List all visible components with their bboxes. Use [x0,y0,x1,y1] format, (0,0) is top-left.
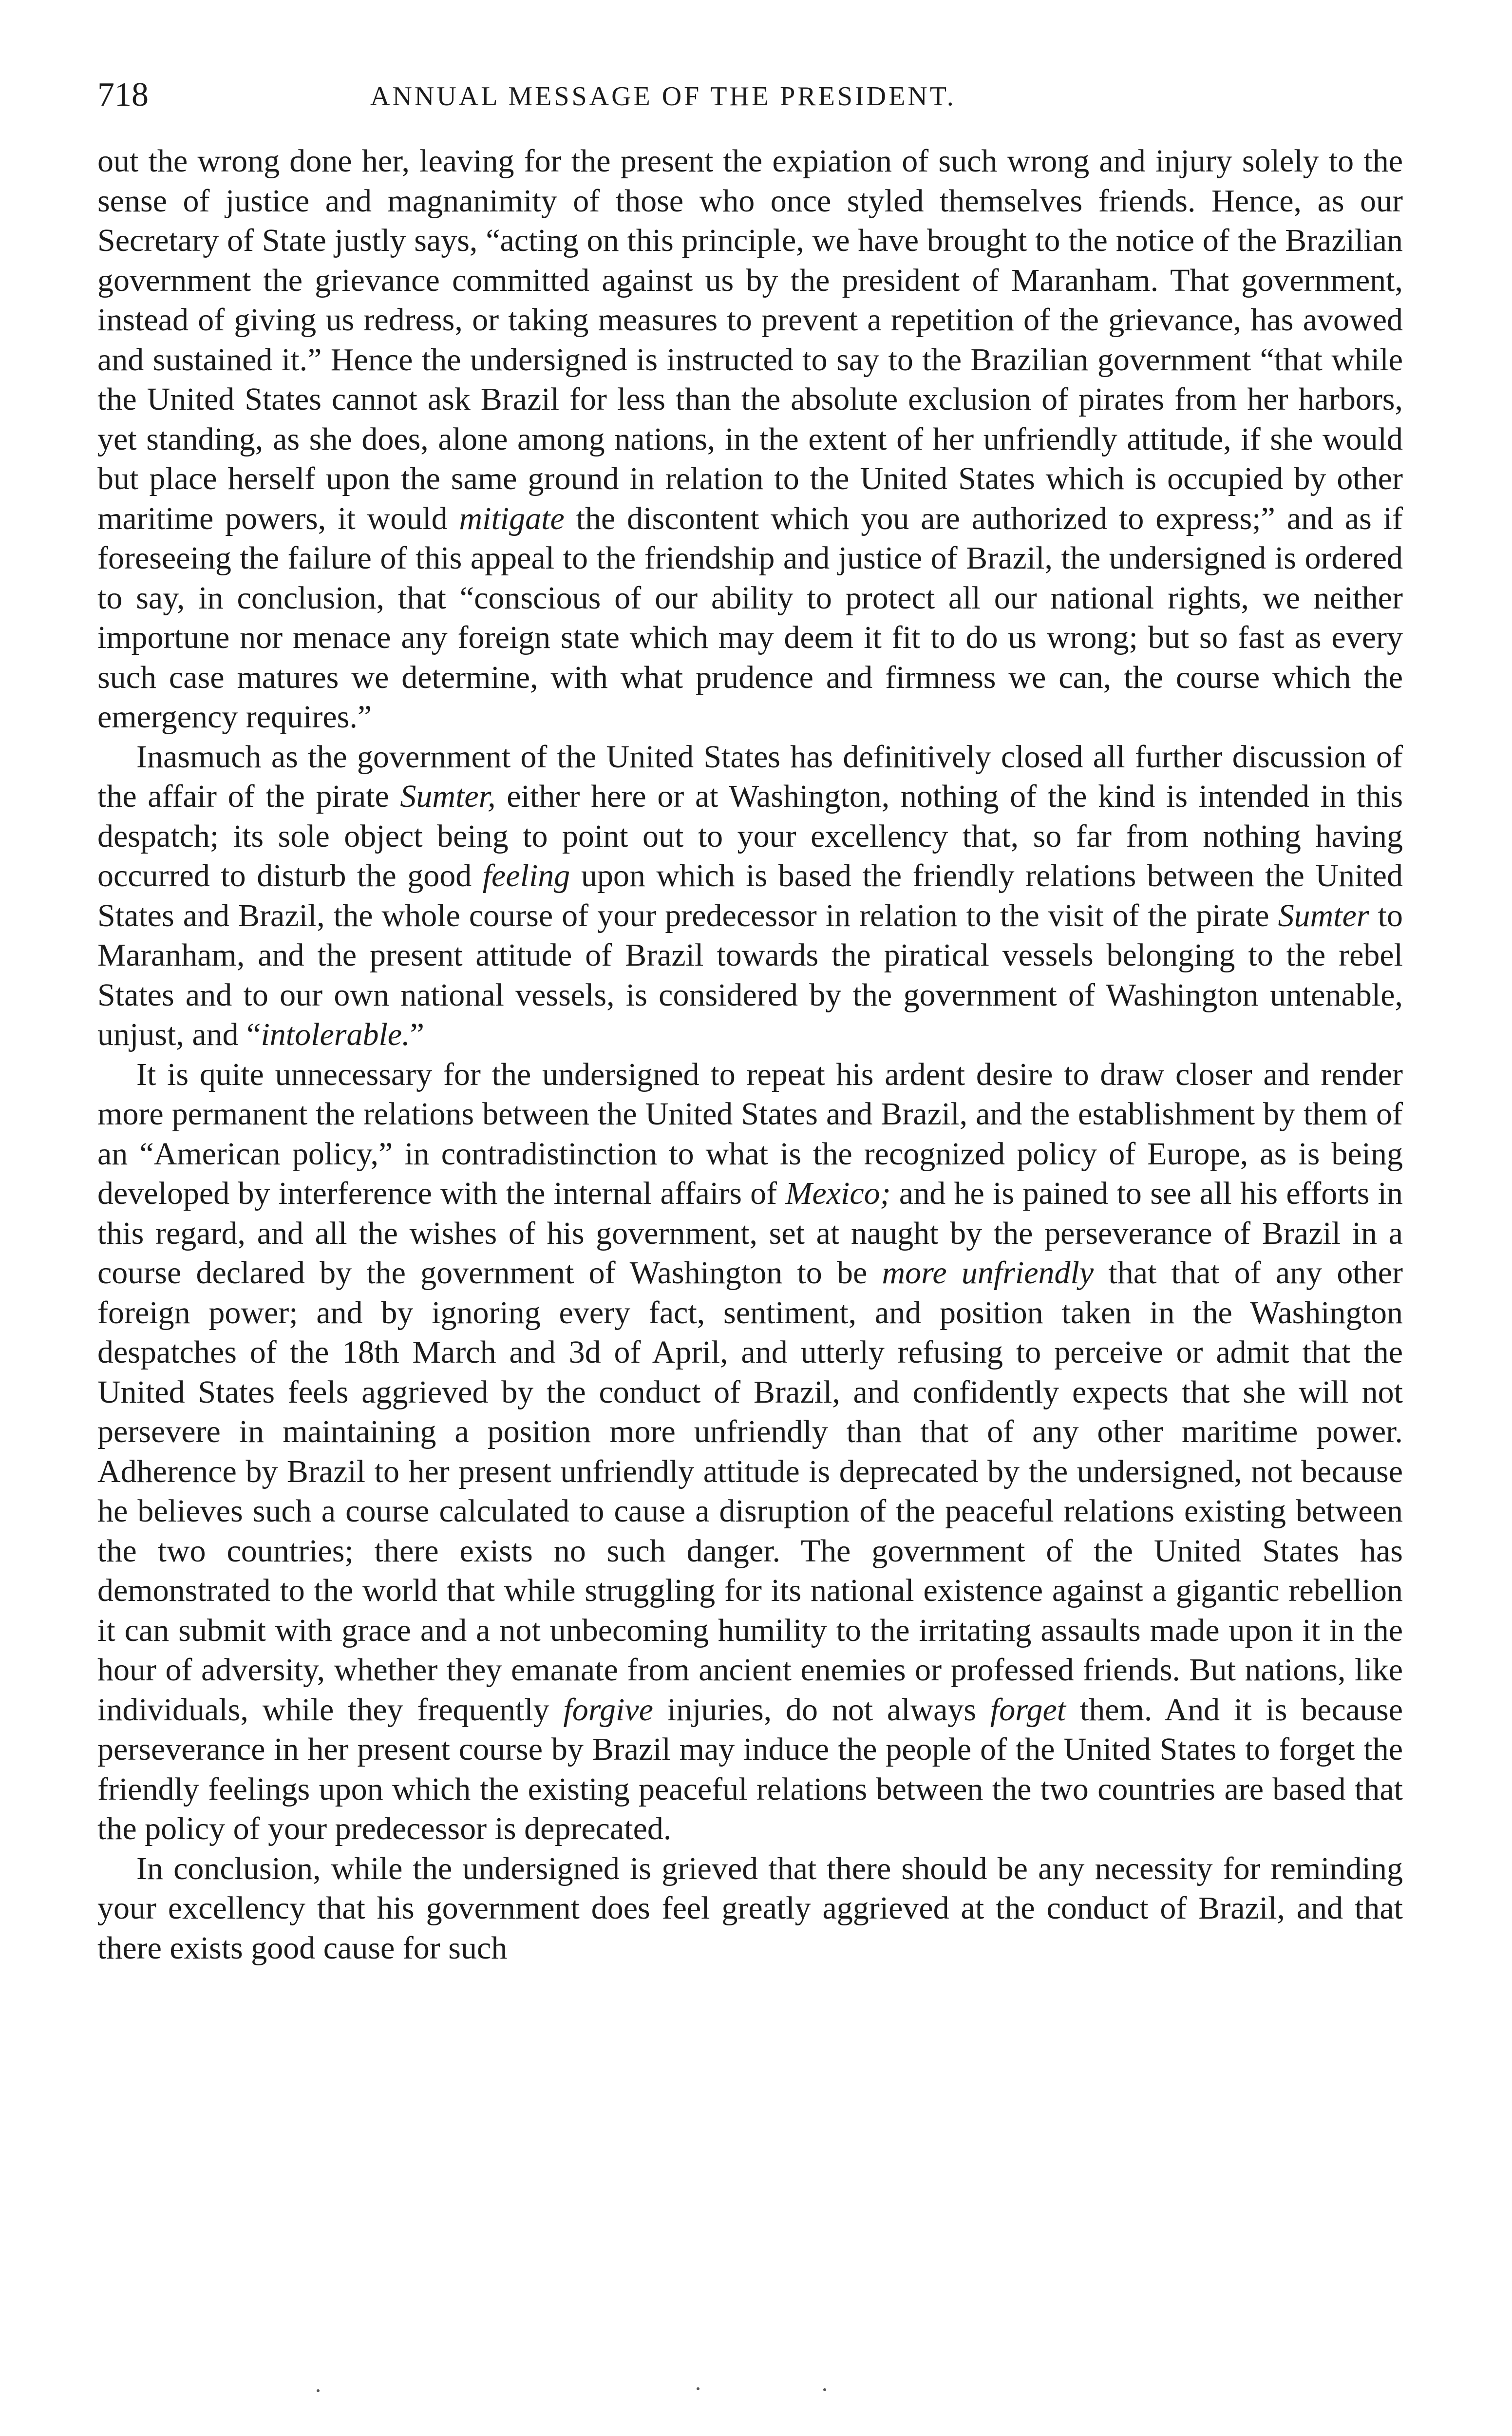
paragraph [97,737,1403,1055]
text-run: Inasmuch as the government of the United States has definitively closed all further discussion of the affair of the pirate [97,739,1403,814]
text-run: to Maranham, and the present attitude of Brazil towards the piratical vessels belonging to the rebel States and to our own national vessels, is considered by the government of Washington untenable, unjust, and “ [97,897,1403,1052]
text-run: and he is pained to see all his efforts in this regard, and all the wishes of his government, set at naught by the perseverance of Brazil in a course declared by the government of Washington to be [97,1176,1403,1291]
text-run: ” [410,1017,424,1052]
text-run: In conclusion, while the undersigned is grieved that there should be any necessity for reminding your excellency that his government does feel greatly aggrieved at the conduct of Brazil, and that there exists good cause for such [97,1850,1403,1966]
italic-text: Mexico; [785,1176,891,1211]
running-header [97,73,1403,127]
page-number: 718 [97,76,149,114]
italic-text: forgive [563,1692,653,1728]
paragraph [97,1055,1403,1849]
italic-text: Sumter, [400,779,496,814]
text-run: either here or at Washington, nothing of the kind is intended in this despatch; its sole object being to point out to your excellency that, so far from nothing having occurred to disturb the good [97,779,1403,894]
text-run: the discontent which you are authorized to express;” and as if foreseeing the failure of this appeal to the friendship and justice of Brazil, the undersigned is ordered to say, in conclusion, that “conscious of our ability to protect all our national rights, we neither importune nor menace any foreign state which may deem it fit to do us wrong; but so fast as every such case matures we determine, with what prudence and firmness we can, the course which the emergency requires.” [97,500,1403,735]
body-text [97,141,1403,1968]
running-title: ANNUAL MESSAGE OF THE PRESIDENT. [370,81,956,112]
italic-text: Sumter [1278,897,1369,933]
italic-text: mitigate [459,500,565,536]
document-page [97,73,1403,1968]
paragraph [97,141,1403,737]
paragraph [97,1849,1403,1968]
text-run: injuries, do not always [653,1692,990,1728]
text-run: out the wrong done her, leaving for the present the expiation of such wrong and injury solely to the sense of justice and magnanimity of those who once styled themselves friends. Hence, as our Secretary of State justly says, “acting on this principle, we have brought to the notice of the Brazilian government the grievance committed against us by the president of Maranham. That government, instead of giving us redress, or taking measures to prevent a repetition of the grievance, has avowed and sustained it.” Hence the undersigned is instructed to say to the Brazilian government “that while the United States cannot ask Brazil for less than the absolute exclusion of pirates from her harbors, yet standing, as she does, alone among nations, in the extent of her unfriendly attitude, if she would but place herself upon the same ground in relation to the United States which is occupied by other maritime powers, it would [97,143,1403,536]
text-run: that that of any other foreign power; and by ignoring every fact, sentiment, and position taken in the Washington despatches of the 18th March and 3d of April, and utterly refusing to perceive or admit that the United States feels aggrieved by the conduct of Brazil, and confidently expects that she will not persevere in maintaining a position more unfriendly than that of any other maritime power. Adherence by Brazil to her present unfriendly attitude is deprecated by the undersigned, not because he believes such a course calculated to cause a disruption of the peaceful relations existing between the two countries; there exists no such danger. The government of the United States has demonstrated to the world that while struggling for its national existence against a gigantic rebellion it can submit with grace and a not unbecoming humility to the irritating assaults made upon it in the hour of adversity, whether they emanate from ancient enemies or professed friends. But nations, like individuals, while they frequently [97,1255,1403,1728]
print-specks [317,2387,950,2397]
text-run: them. And it is because perseverance in her present course by Brazil may induce the people of the United States to forget the friendly feelings upon which the existing peaceful relations between the two countries are based that the policy of your predecessor is deprecated. [97,1692,1403,1846]
italic-text: feeling [482,858,570,894]
italic-text: intolerable. [261,1017,410,1052]
italic-text: more unfriendly [882,1255,1094,1291]
text-run: upon which is based the friendly relations between the United States and Brazil, the whole course of your predecessor in relation to the visit of the pirate [97,858,1403,933]
italic-text: forget [990,1692,1066,1728]
text-run: It is quite unnecessary for the undersigned to repeat his ardent desire to draw closer and render more permanent the relations between the United States and Brazil, and the establishment by them of an “American policy,” in contradistinction to what is the recognized policy of Europe, as is being developed by interference with the internal affairs of [97,1056,1403,1211]
